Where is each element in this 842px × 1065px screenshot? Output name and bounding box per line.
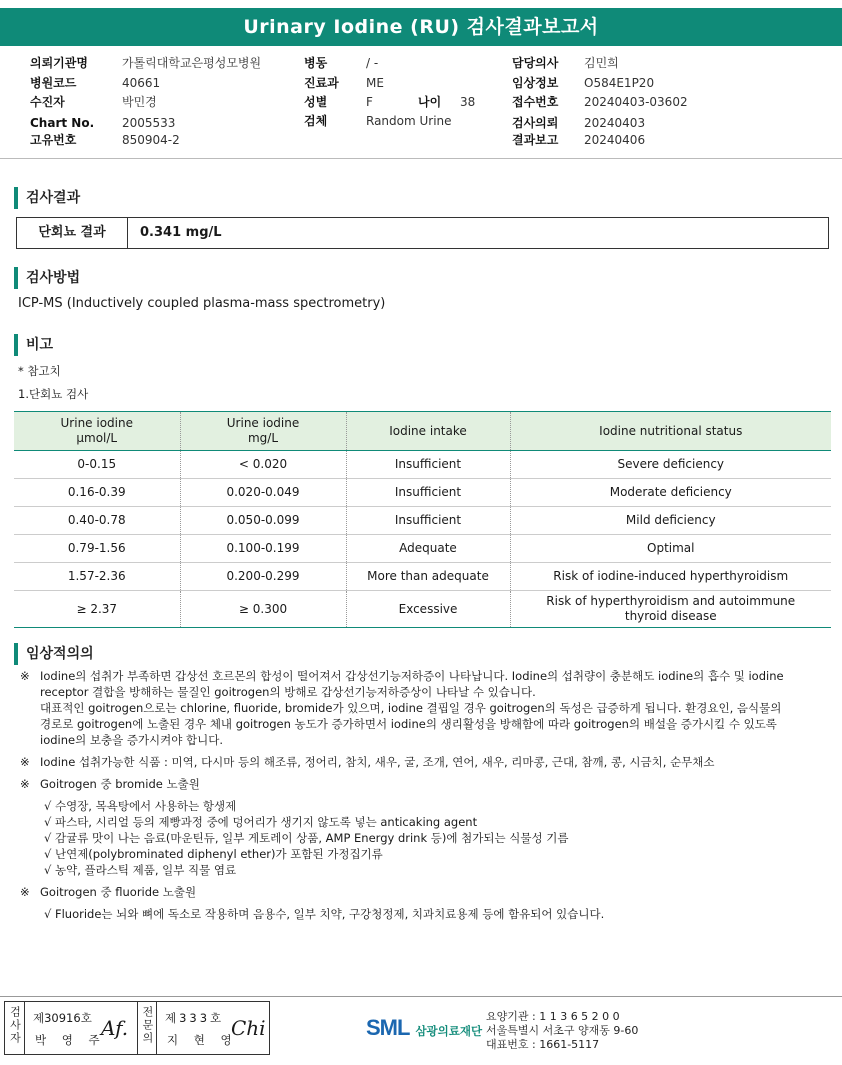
table-cell: Risk of iodine-induced hyperthyroidism <box>510 563 831 591</box>
organization-address: 서울특별시 서초구 양재동 9-60 <box>486 1024 639 1037</box>
specialist-signature: Chi <box>231 1016 266 1040</box>
clinical-paragraph-bromide <box>20 776 820 878</box>
info-value: 850904-2 <box>122 133 180 147</box>
note-mark-icon: ※ <box>20 885 30 899</box>
info-label: 접수번호 <box>512 95 559 109</box>
clinical-line: 대표적인 goitrogen으로는 chlorine, fluoride, bromide가 있으며, iodine 결핍일 경우 goitrogen의 독성은 급증하게 됩니다. 환경요인, 음식물의 <box>40 701 782 715</box>
header-intake: Iodine intake <box>346 412 510 451</box>
info-label: 의뢰기관명 <box>30 56 88 70</box>
info-label: 수진자 <box>30 95 65 109</box>
table-cell: Moderate deficiency <box>510 479 831 507</box>
clinical-subtitle: Goitrogen 중 bromide 노출원 <box>40 777 200 791</box>
result-label: 단회뇨 결과 <box>17 218 128 248</box>
info-value: 박민경 <box>122 95 157 109</box>
info-label: 성별 <box>304 95 328 109</box>
info-divider <box>0 158 842 159</box>
specialist-name: 지 현 영 <box>167 1033 238 1047</box>
info-value: ME <box>366 76 384 90</box>
table-row <box>14 535 831 563</box>
clinical-line: Iodine의 섭취가 부족하면 갑상선 호르몬의 합성이 떨어져서 갑상선기능저하증이 나타납니다. Iodine의 섭취량이 충분해도 iodine의 흡수 및 iodine <box>40 669 784 683</box>
info-value: / - <box>366 56 379 70</box>
header-unit: μmol/L <box>76 431 118 445</box>
examiner-signature: Af. <box>101 1016 129 1040</box>
agency-code: 요양기관 : 1 1 3 6 5 2 0 0 <box>486 1010 620 1023</box>
info-label: 고유번호 <box>30 133 77 147</box>
note-mark-icon: ※ <box>20 755 30 769</box>
examiner-license-no: 제30916호 <box>33 1011 92 1025</box>
list-item: √ 수영장, 목욕탕에서 사용하는 항생제 <box>44 799 237 813</box>
table-cell: 0.40-0.78 <box>14 507 180 535</box>
table-cell: ≥ 0.300 <box>180 591 346 628</box>
bromide-list <box>40 798 820 878</box>
reference-table <box>14 411 831 628</box>
fluoride-list <box>40 906 820 922</box>
info-value: 20240403 <box>584 116 646 130</box>
info-value: Random Urine <box>366 114 452 128</box>
table-cell: Adequate <box>346 535 510 563</box>
table-cell: 0-0.15 <box>14 451 180 479</box>
table-cell: Risk of hyperthyroidism and autoimmune thyroid disease <box>510 591 831 628</box>
info-value: 20240406 <box>584 133 646 147</box>
table-row <box>14 591 831 628</box>
table-cell: Excessive <box>346 591 510 628</box>
info-value: 20240403-03602 <box>584 95 688 109</box>
sml-logo-icon: SML <box>366 1015 410 1040</box>
info-label: Chart No. <box>30 116 95 130</box>
table-row <box>14 507 831 535</box>
examiner-role <box>5 1002 25 1054</box>
info-label: 병동 <box>304 56 328 70</box>
table-cell: Insufficient <box>346 507 510 535</box>
info-label: 진료과 <box>304 76 339 90</box>
note-mark-icon: ※ <box>20 669 30 683</box>
table-cell: 1.57-2.36 <box>14 563 180 591</box>
list-item: √ 난연제(polybrominated diphenyl ether)가 포함된 가정집기류 <box>44 847 383 861</box>
info-value-age: 38 <box>460 95 476 109</box>
specialist-role <box>137 1002 157 1054</box>
table-cell: 0.100-0.199 <box>180 535 346 563</box>
table-row <box>14 563 831 591</box>
info-value: 2005533 <box>122 116 176 130</box>
specialist-license-no: 제333호 <box>165 1011 225 1025</box>
clinical-line: Iodine 섭취가능한 식품 : 미역, 다시마 등의 해조류, 정어리, 참치, 새우, 굴, 조개, 연어, 새우, 리마콩, 근대, 참깨, 콩, 시금치, 순무채소 <box>40 755 715 769</box>
header-umol <box>14 412 180 451</box>
clinical-line: 경로로 goitrogen에 노출된 경우 체내 goitrogen 농도가 증가하면서 iodine의 생리활성을 방해함에 따라 goitrogen의 배설을 증가시킬 수 있도록 <box>40 717 777 731</box>
table-cell: Insufficient <box>346 451 510 479</box>
info-label: 담당의사 <box>512 56 559 70</box>
info-value: O584E1P20 <box>584 76 655 90</box>
info-value: 가톨릭대학교은평성모병원 <box>122 56 262 70</box>
header-line: Urine iodine <box>60 416 133 430</box>
table-cell: 0.16-0.39 <box>14 479 180 507</box>
organization-phone: 대표번호 : 1661-5117 <box>486 1038 600 1051</box>
method-text: ICP-MS (Inductively coupled plasma-mass spectrometry) <box>18 296 386 311</box>
header-mg <box>180 412 346 451</box>
result-value: 0.341 mg/L <box>140 225 222 240</box>
info-label: 병원코드 <box>30 76 77 90</box>
table-cell: 0.79-1.56 <box>14 535 180 563</box>
info-value: 40661 <box>122 76 161 90</box>
organization-logo <box>366 1008 482 1048</box>
clinical-significance <box>20 668 820 928</box>
info-value: F <box>366 95 373 109</box>
info-value: 김민희 <box>584 56 619 70</box>
result-box <box>16 217 829 249</box>
footer-divider <box>0 996 842 997</box>
reference-table-header <box>14 412 831 451</box>
clinical-subtitle: Goitrogen 중 fluoride 노출원 <box>40 885 197 899</box>
remarks-note-reference: * 참고치 <box>18 364 61 378</box>
clinical-line: iodine의 보충을 증가시켜야 합니다. <box>40 733 224 747</box>
list-item: √ 파스타, 시리얼 등의 제빵과정 중에 덩어리가 생기지 않도록 넣는 anticaking agent <box>44 815 478 829</box>
list-item: √ Fluoride는 뇌와 뼈에 독소로 작용하며 음용수, 일부 치약, 구강청정제, 치과치료용제 등에 함유되어 있습니다. <box>44 907 605 921</box>
header-unit: mg/L <box>247 431 279 445</box>
table-cell: ≥ 2.37 <box>14 591 180 628</box>
info-label: 검체 <box>304 114 328 128</box>
organization-name: 삼광의료재단 <box>415 1024 483 1038</box>
examiner-name: 박 영 주 <box>35 1033 106 1047</box>
table-cell: Mild deficiency <box>510 507 831 535</box>
info-label: 임상정보 <box>512 76 559 90</box>
header-status: Iodine nutritional status <box>510 412 831 451</box>
examiner-role-text: 검사자 <box>8 1006 22 1045</box>
table-row <box>14 451 831 479</box>
table-cell: 0.050-0.099 <box>180 507 346 535</box>
remarks-note-spot-urine: 1.단회뇨 검사 <box>18 387 89 401</box>
clinical-line: receptor 결합을 방해하는 물질인 goitrogen의 방해로 갑상선기능저하증상이 나타날 수 있습니다. <box>40 685 536 699</box>
table-cell: Severe deficiency <box>510 451 831 479</box>
info-label: 결과보고 <box>512 133 559 147</box>
list-item: √ 농약, 플라스틱 제품, 일부 직물 염료 <box>44 863 237 877</box>
table-cell: 0.020-0.049 <box>180 479 346 507</box>
info-label: 검사의뢰 <box>512 116 559 130</box>
clinical-paragraph-1 <box>20 668 820 748</box>
table-cell: More than adequate <box>346 563 510 591</box>
section-title-method: 검사방법 <box>14 267 80 289</box>
organization-info <box>486 1010 638 1052</box>
specialist-role-text: 전문의 <box>141 1006 154 1045</box>
report-title: Urinary Iodine (RU) 검사결과보고서 <box>0 8 842 46</box>
clinical-paragraph-foods <box>20 754 820 770</box>
signature-box <box>4 1001 270 1055</box>
section-title-clinical: 임상적의의 <box>14 643 94 665</box>
table-cell: Insufficient <box>346 479 510 507</box>
note-mark-icon: ※ <box>20 777 30 791</box>
table-cell: 0.200-0.299 <box>180 563 346 591</box>
table-cell: < 0.020 <box>180 451 346 479</box>
list-item: √ 감귤류 맛이 나는 음료(마운틴듀, 일부 게토레이 상품, AMP Energy drink 등)에 첨가되는 식물성 기름 <box>44 831 569 845</box>
section-title-remarks: 비고 <box>14 334 53 356</box>
table-row <box>14 479 831 507</box>
info-label-age: 나이 <box>418 95 442 109</box>
table-cell: Optimal <box>510 535 831 563</box>
header-line: Urine iodine <box>226 416 300 430</box>
clinical-paragraph-fluoride <box>20 884 820 922</box>
section-title-result: 검사결과 <box>14 187 80 209</box>
